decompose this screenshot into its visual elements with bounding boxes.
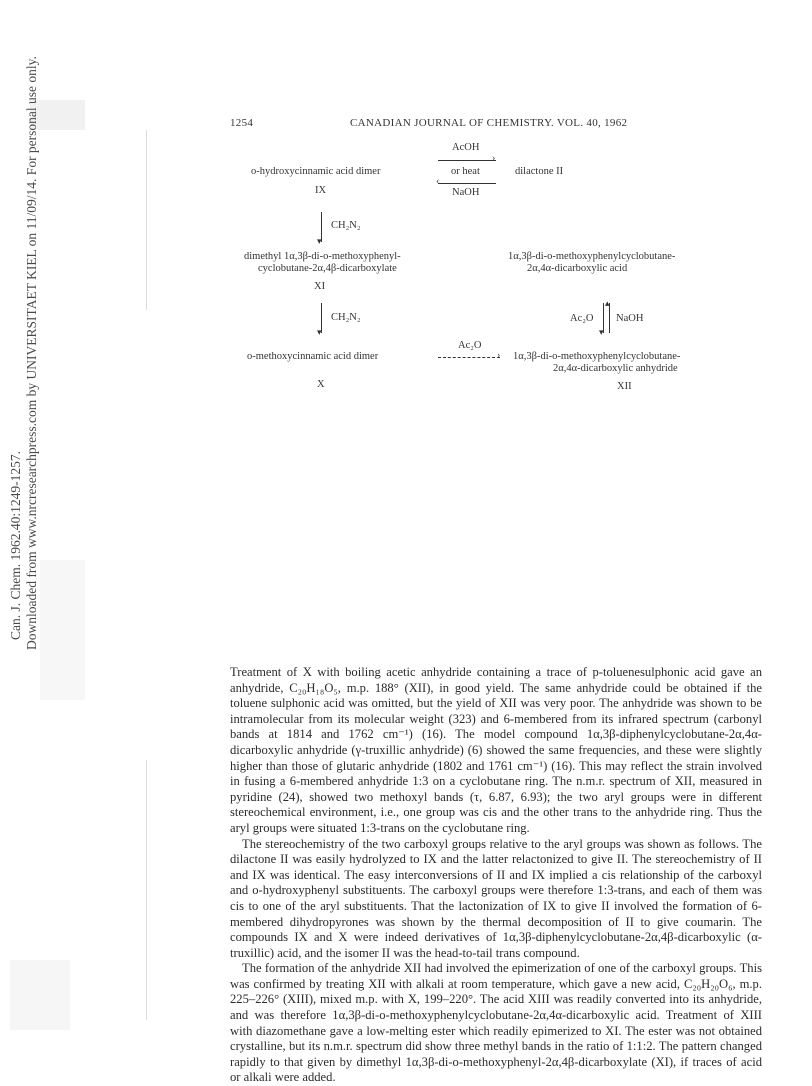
body-text: [230, 665, 762, 1086]
citation-line: Can. J. Chem. 1962.40:1249-1257.: [8, 451, 23, 640]
scheme-reagent-1: CH₂N₂: [331, 220, 361, 231]
scheme-right-reagent-left: Ac₂O: [570, 313, 594, 324]
forward-arrow: [438, 160, 496, 161]
scheme-top-reagent-below: NaOH: [452, 187, 480, 198]
arrowhead-down: ▾: [599, 327, 604, 337]
scan-artifact: [10, 960, 70, 1030]
scheme-bottom-reagent: Ac₂O: [458, 340, 482, 351]
scan-edge-line: [146, 130, 147, 310]
arrowhead-right: ›: [492, 153, 496, 164]
scheme-top-right-name: dilactone II: [515, 166, 564, 177]
scheme-top-left-label: IX: [315, 185, 327, 196]
page-number: 1254: [230, 117, 254, 129]
scheme-top-reagent-middle: or heat: [451, 166, 480, 177]
arrowhead-left: ‹: [436, 176, 440, 187]
scheme-bottom-right-name-2: 2α,4α-dicarboxylic anhydride: [553, 363, 678, 374]
scheme-bottom-left-name: o-methoxycinnamic acid dimer: [247, 351, 379, 362]
scheme-top-left-name: o-hydroxycinnamic acid dimer: [251, 166, 381, 177]
scheme-mid-left-name-1: dimethyl 1α,3β-di-o-methoxyphenyl-: [244, 251, 401, 262]
download-watermark: [2, 56, 39, 650]
paragraph: The formation of the anhydride XII had involved the epimerization of one of the carboxyl groups. This was confirmed by treating XII with alkali at room temperature, which gave a new acid, C₂₀H₂₀O₆, m.p. 225–226° (XIII), mixed m.p. with X, 199–220°. The acid XIII was readily converted into its anhydride, and was therefore 1α,3β-di-o-methoxyphenylcyclobutane-2α,4α-dicarboxylic acid. Treatment of XIII with diazomethane gave a low-melting ester which readily epimerized to XI. The ester was not obtained crystalline, but its n.m.r. spectrum did show three methyl bands in the ratio of 1:1:2. The pattern changed rapidly to that given by dimethyl 1α,3β-di-o-methoxyphenyl-2α,4β-dicarboxylate (XI), if traces of acid or alkali were added.: [230, 961, 762, 1085]
download-line: Downloaded from www.nrcresearchpress.com by UNIVERSITAET KIEL on 11/09/14. For personal use only.: [24, 56, 39, 650]
scheme-right-reagent-right: NaOH: [616, 313, 644, 324]
arrowhead-right: ›: [497, 350, 501, 361]
scheme-bottom-left-label: X: [317, 379, 325, 390]
scheme-mid-left-name-2: cyclobutane-2α,4β-dicarboxylate: [258, 263, 397, 274]
scan-edge-line: [146, 760, 147, 1020]
scheme-top-reagent-above: AcOH: [452, 142, 480, 153]
scheme-mid-right-name-2: 2α,4α-dicarboxylic acid: [527, 263, 628, 274]
scheme-bottom-right-name-1: 1α,3β-di-o-methoxyphenylcyclobutane-: [513, 351, 681, 362]
scheme-reagent-2: CH₂N₂: [331, 312, 361, 323]
arrowhead-down: ▾: [317, 236, 322, 246]
arrowhead-up: ▴: [605, 298, 610, 308]
paragraph: Treatment of X with boiling acetic anhydride containing a trace of p-toluenesulphonic acid gave an anhydride, C₂₀H₁₈O₅, m.p. 188° (XII), in good yield. The same anhydride could be obtained if the toluene sulphonic acid was omitted, but the yield of XII was very poor. The anhydride was shown to be intramolecular from its molecular weight (323) and 6-membered from its infrared spectrum (carbonyl bands at 1814 and 1762 cm⁻¹) (16). The model compound 1α,3β-diphenylcyclobutane-2α,4α-dicarboxylic anhydride (γ-truxillic anhydride) (6) showed the same frequencies, and these were slightly higher than those of glutaric anhydride (1802 and 1761 cm⁻¹) (16). This may reflect the strain involved in fusing a 6-membered anhydride 1:3 on a cyclobutane ring. The n.m.r. spectrum of XII, measured in pyridine (24), showed two methoxyl bands (τ, 6.87, 6.93); the two aryl groups were in different stereochemical environment, i.e., one group was cis and the other trans to the anhydride ring. Thus the aryl groups were situated 1:3-trans on the cyclobutane ring.: [230, 665, 762, 835]
scheme-bottom-right-label: XII: [617, 381, 632, 392]
dashed-forward-arrow: [438, 357, 500, 358]
journal-title: CANADIAN JOURNAL OF CHEMISTRY. VOL. 40, 1962: [350, 117, 628, 129]
scheme-mid-right-name-1: 1α,3β-di-o-methoxyphenylcyclobutane-: [508, 251, 676, 262]
scheme-mid-left-label: XI: [314, 281, 326, 292]
scan-artifact: [40, 560, 85, 700]
arrowhead-down: ▾: [317, 327, 322, 337]
paragraph: The stereochemistry of the two carboxyl groups relative to the aryl groups was shown as follows. The dilactone II was easily hydrolyzed to IX and the latter relactonized to give II. The stereochemistry of II and IX was identical. The easy interconversions of II and IX implied a cis relationship of the carboxyl and o-hydroxyphenyl substituents. The carboxyl groups were therefore 1:3-trans, and each of them was cis to one of the aryl substituents. That the lactonization of IX to give II involved the formation of 6-membered dihydropyrones was shown by the thermal decomposition of II to give coumarin. The compounds IX and X were indeed derivatives of 1α,3β-diphenylcyclobutane-2α,4β-dicarboxylic (α-truxillic) acid, and the isomer II was the head-to-tail trans compound.: [230, 836, 762, 960]
reverse-arrow: [438, 183, 496, 184]
